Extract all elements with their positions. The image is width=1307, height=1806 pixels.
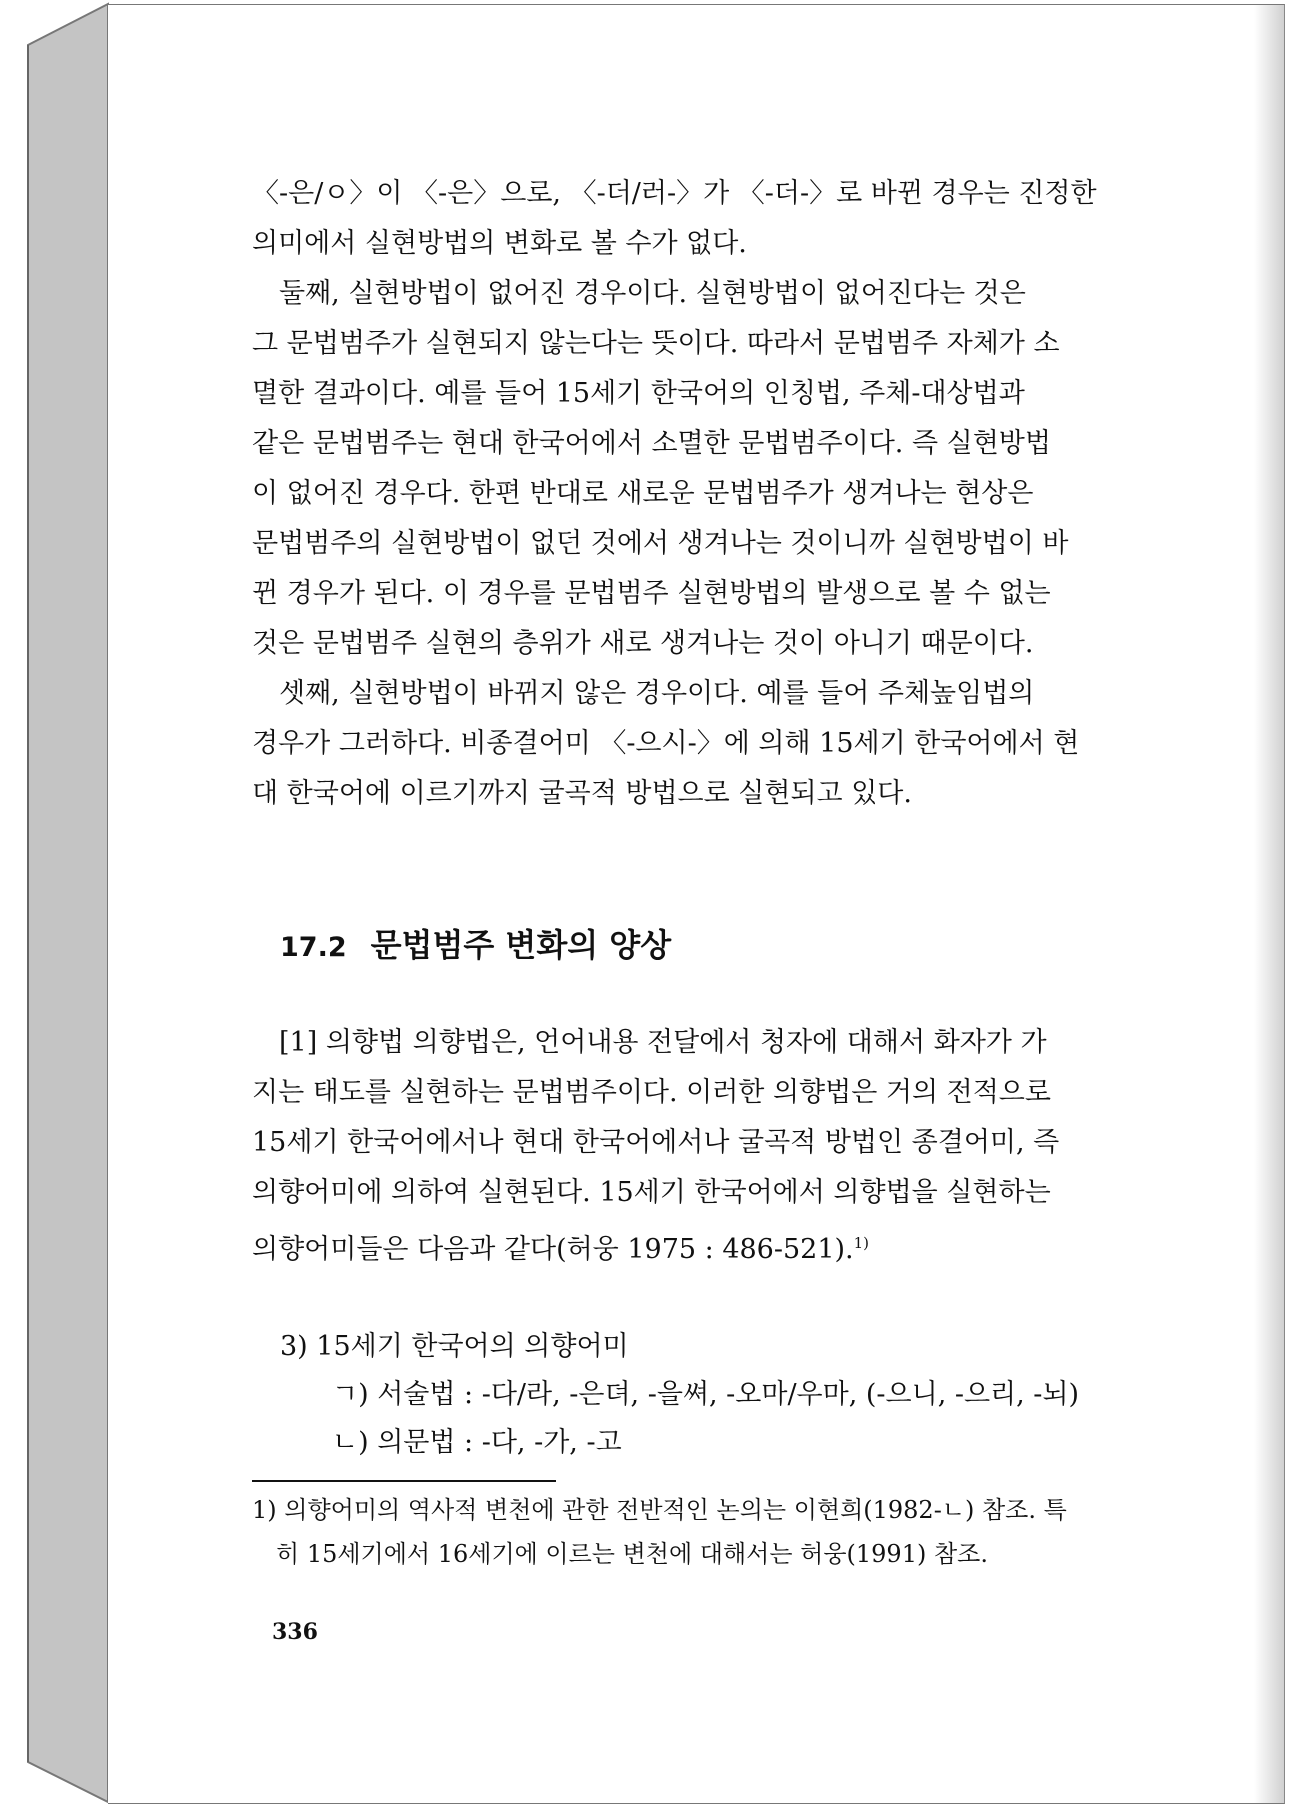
section-title: 문법범주 변화의 양상 [370, 926, 672, 964]
footnote-divider [252, 1480, 556, 1482]
footnote [252, 1488, 1132, 1576]
text-line: 뀐 경우가 된다. 이 경우를 문법범주 실현방법의 발생으로 볼 수 없는 [252, 578, 1051, 609]
text-line: 둘째, 실현방법이 없어진 경우이다. 실현방법이 없어진다는 것은 [279, 278, 1026, 309]
text-line: 〈-은/ㅇ〉이 〈-은〉으로, 〈-더/러-〉가 〈-더-〉로 바뀐 경우는 진정한 [252, 178, 1097, 209]
second-paragraph [252, 269, 1266, 669]
text-line: 그 문법범주가 실현되지 않는다는 뜻이다. 따라서 문법범주 자체가 소 [252, 328, 1060, 359]
text-line: 의미에서 실현방법의 변화로 볼 수가 없다. [252, 228, 747, 259]
text-line-content: 의향어미들은 다음과 같다(허웅 1975 : 486-521). [252, 1234, 854, 1265]
intro-paragraph [252, 169, 1266, 269]
text-line: 셋째, 실현방법이 바뀌지 않은 경우이다. 예를 들어 주체높임법의 [279, 678, 1035, 709]
text-line: 의향어미에 의하여 실현된다. 15세기 한국어에서 의향법을 실현하는 [252, 1177, 1051, 1208]
text-line: 경우가 그러하다. 비종결어미 〈-으시-〉에 의해 15세기 한국어에서 현 [252, 728, 1080, 759]
section-heading [280, 920, 671, 966]
text-line: 이 없어진 경우다. 한편 반대로 새로운 문법범주가 생겨나는 현상은 [252, 478, 1034, 509]
footnote-reference: 1) [853, 1234, 870, 1252]
footnote-line: 1) 의향어미의 역사적 변천에 관한 전반적인 논의는 이현희(1982-ㄴ) 참조. 특 [252, 1496, 1067, 1524]
text-line [252, 1218, 1266, 1275]
text-line: [1] 의향법 의향법은, 언어내용 전달에서 청자에 대해서 화자가 가 [279, 1027, 1047, 1058]
text-line: 것은 문법범주 실현의 층위가 새로 생겨나는 것이 아니기 때문이다. [252, 628, 1034, 659]
example-item: ㄴ) 의문법 : -다, -가, -고 [332, 1427, 622, 1458]
third-paragraph [252, 669, 1266, 819]
text-line: 문법범주의 실현방법이 없던 것에서 생겨나는 것이니까 실현방법이 바 [252, 528, 1069, 559]
section-number: 17.2 [280, 932, 347, 963]
text-line: 같은 문법범주는 현대 한국어에서 소멸한 문법범주이다. 즉 실현방법 [252, 428, 1051, 459]
text-line: 멸한 결과이다. 예를 들어 15세기 한국어의 인칭법, 주체-대상법과 [252, 378, 1025, 409]
text-line: 대 한국어에 이르기까지 굴곡적 방법으로 실현되고 있다. [252, 778, 912, 809]
text-line: 지는 태도를 실현하는 문법범주이다. 이러한 의향법은 거의 전적으로 [252, 1077, 1051, 1108]
book-page [108, 4, 1285, 1804]
example-title: 3) 15세기 한국어의 의향어미 [280, 1331, 629, 1362]
footnote-line: 히 15세기에서 16세기에 이르는 변천에 대해서는 허웅(1991) 참조. [276, 1540, 988, 1568]
section-paragraph [252, 1018, 1266, 1275]
page-number: 336 [272, 1619, 318, 1645]
example-item: ㄱ) 서술법 : -다/라, -은뎌, -을쎠, -오마/우마, (-으니, -으리, -뇌) [332, 1379, 1080, 1410]
example-block [280, 1323, 1270, 1467]
text-line: 15세기 한국어에서나 현대 한국어에서나 굴곡적 방법인 종결어미, 즉 [252, 1127, 1060, 1158]
